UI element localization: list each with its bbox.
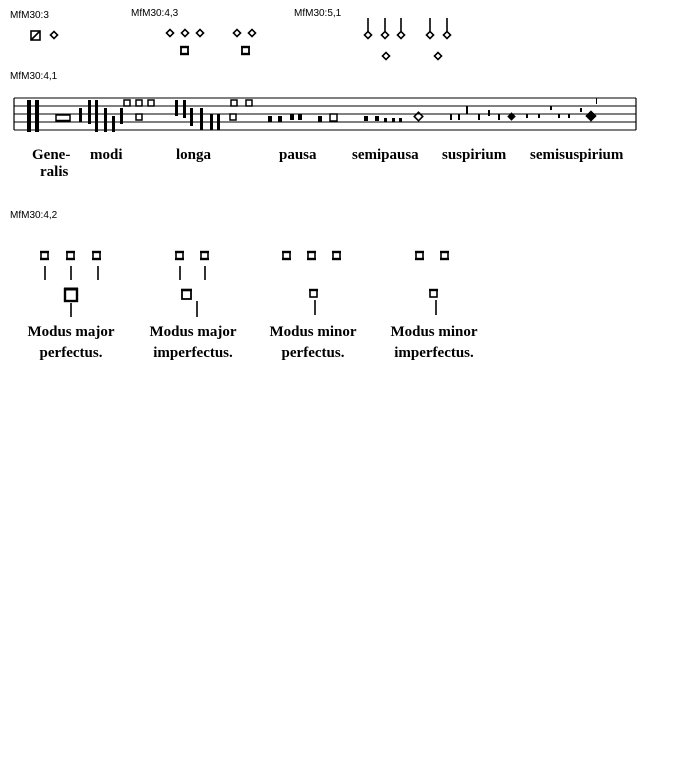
suspirium-rests <box>450 106 500 120</box>
figure-2-group-b <box>233 29 255 54</box>
generalis-breves <box>56 115 70 121</box>
modus-minor-perfectus-notation <box>282 252 341 315</box>
caption-semipausa: semipausa <box>352 147 419 163</box>
modi-rests <box>79 100 123 132</box>
caption-longa: longa <box>176 147 212 163</box>
modus-minor-imperfectus-notation <box>415 252 449 315</box>
modus-major-perfectus-notation <box>40 252 101 317</box>
figure-2-group-a <box>166 29 203 54</box>
figure-label-mfm30-3: MfM30:3 <box>10 10 49 21</box>
caption-generalis-1: Gene- <box>32 147 71 163</box>
figure-label-mfm30-5-1: MfM30:5,1 <box>294 8 342 19</box>
semisuspirium-minim <box>585 110 596 121</box>
crossed-breve-glyph <box>31 31 40 40</box>
caption-modus-minor-perfectus-2: perfectus. <box>281 345 345 361</box>
caption-modus-minor-imperfectus-2: imperfectus. <box>394 345 474 361</box>
longa-breves <box>230 100 252 120</box>
modus-major-imperfectus-notation <box>175 252 209 317</box>
semipausa-rests <box>364 116 402 122</box>
figure-label-mfm30-4-2: MfM30:4,2 <box>10 210 58 221</box>
caption-pausa: pausa <box>279 147 317 163</box>
pausa-breve <box>330 114 337 121</box>
figure-label-mfm30-4-3: MfM30:4,3 <box>131 8 179 19</box>
caption-modus-minor-perfectus-1: Modus minor <box>269 324 357 340</box>
figure-3-notation <box>364 18 450 60</box>
figure-5-notation <box>0 245 684 325</box>
caption-suspirium: suspirium <box>442 147 507 163</box>
caption-generalis-2: ralis <box>40 164 69 180</box>
caption-modus-major-perfectus-1: Modus major <box>27 324 115 340</box>
caption-modus-major-imperfectus-2: imperfectus. <box>153 345 233 361</box>
figure-1-notation <box>0 0 684 80</box>
staff-lines <box>14 98 636 130</box>
caption-semisuspirium: semisuspirium <box>530 147 624 163</box>
figure-4-staff <box>0 88 684 143</box>
semibreve-glyph <box>50 31 57 38</box>
modi-breves <box>124 100 154 120</box>
generalis-rest <box>27 100 39 132</box>
pausa-rests <box>268 114 322 122</box>
caption-modus-minor-imperfectus-1: Modus minor <box>390 324 478 340</box>
caption-modi: modi <box>90 147 123 163</box>
figure-label-mfm30-4-1: MfM30:4,1 <box>10 71 58 82</box>
longa-rests <box>175 100 220 130</box>
caption-modus-major-perfectus-2: perfectus. <box>39 345 103 361</box>
caption-modus-major-imperfectus-1: Modus major <box>149 324 237 340</box>
